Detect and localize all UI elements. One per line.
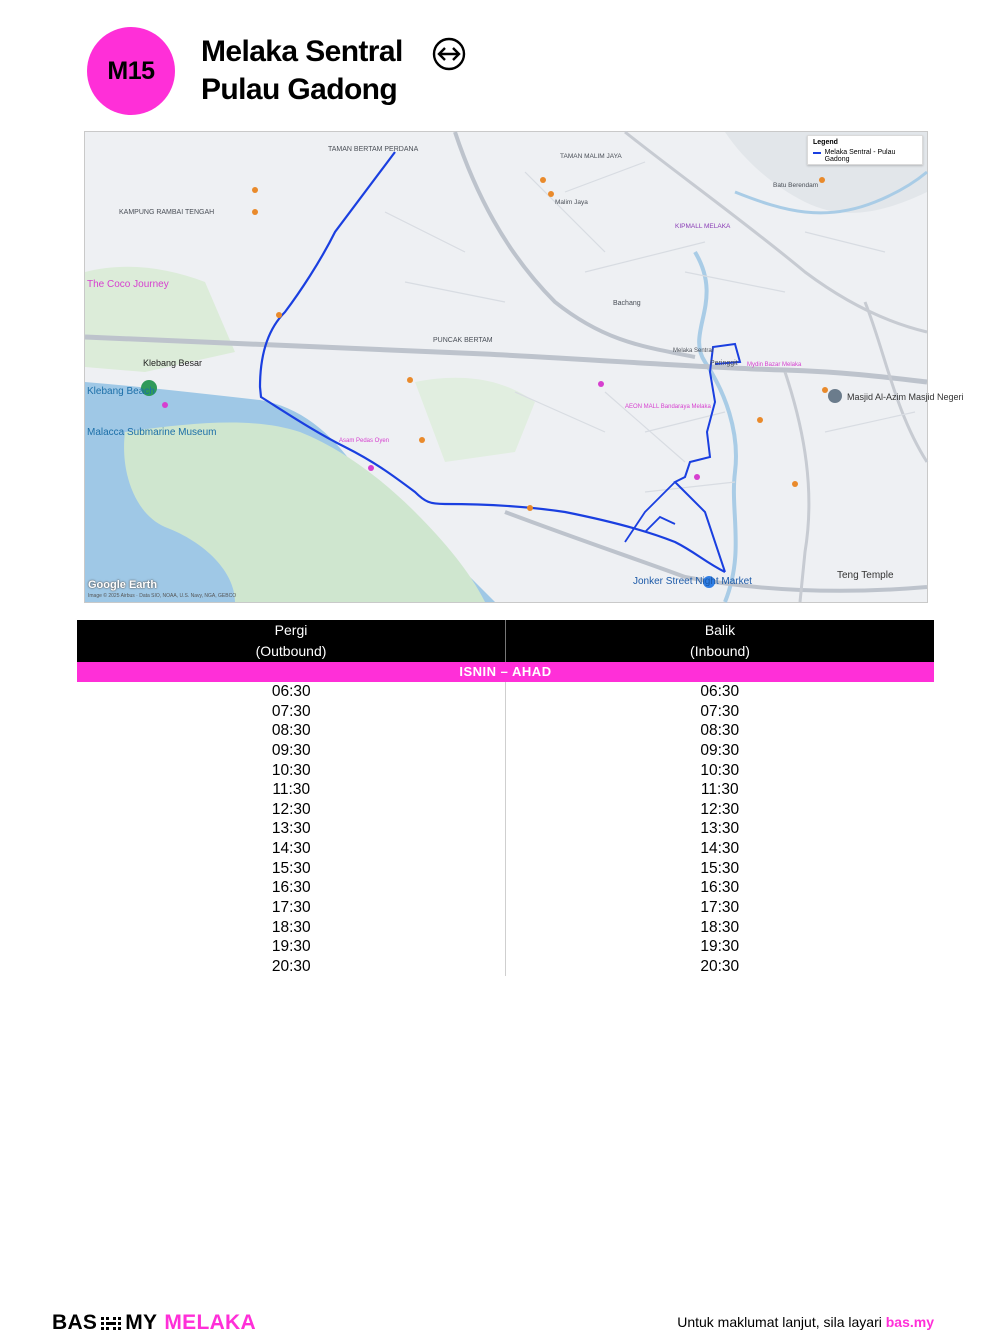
outbound-time: 11:30 <box>272 781 311 799</box>
map-label: Melaka Sentral <box>673 348 714 354</box>
outbound-time: 19:30 <box>271 938 311 956</box>
map-label: Malacca Submarine Museum <box>87 427 217 438</box>
route-map[interactable] <box>84 131 964 603</box>
inbound-time: 10:30 <box>700 761 740 779</box>
day-range-label: ISNIN – AHAD <box>77 662 934 682</box>
map-label: Batu Berendam <box>773 182 819 189</box>
map-label: Peringgit <box>710 360 738 367</box>
inbound-time: 12:30 <box>700 800 740 818</box>
footer-note-text: Untuk maklumat lanjut, sila layari <box>677 1314 882 1330</box>
map-label: PUNCAK BERTAM <box>433 337 493 344</box>
map-canvas <box>85 132 964 602</box>
outbound-header <box>77 620 505 662</box>
inbound-header <box>505 620 934 662</box>
map-legend <box>807 135 923 165</box>
inbound-time: 13:30 <box>700 820 740 838</box>
map-label: The Coco Journey <box>87 279 169 290</box>
brand-logo <box>52 1311 256 1335</box>
footer-note <box>677 1314 934 1330</box>
inbound-time: 07:30 <box>700 702 740 720</box>
website-link[interactable]: bas.my <box>885 1314 934 1330</box>
outbound-time: 17:30 <box>271 898 311 916</box>
map-label: Teng Temple <box>837 570 894 581</box>
column-divider <box>505 682 506 976</box>
outbound-time: 09:30 <box>271 741 311 759</box>
inbound-times <box>506 682 935 976</box>
legend-title: Legend <box>813 139 838 146</box>
outbound-time: 14:30 <box>271 840 311 857</box>
inbound-time: 06:30 <box>700 683 740 700</box>
map-label: Asam Pedas Oyen <box>339 438 390 444</box>
inbound-time: 18:30 <box>700 918 740 936</box>
outbound-time: 16:30 <box>271 879 311 897</box>
map-label: Jonker Street Night Market <box>633 576 752 587</box>
brand-dots-icon <box>100 1315 122 1331</box>
legend-item-label: Melaka Sentral - Pulau Gadong <box>824 149 896 163</box>
outbound-time: 07:30 <box>271 702 311 720</box>
outbound-time: 06:30 <box>271 683 311 700</box>
map-label: KIPMALL MELAKA <box>675 223 731 230</box>
brand-my: MY <box>125 1311 158 1334</box>
timetable-body <box>77 682 934 976</box>
map-label: KAMPUNG RAMBAI TENGAH <box>119 209 215 216</box>
inbound-time: 19:30 <box>700 938 740 956</box>
inbound-time: 17:30 <box>700 898 740 916</box>
map-label: AEON MALL Bandaraya Melaka <box>625 404 711 410</box>
inbound-time: 09:30 <box>700 741 740 759</box>
inbound-time: 16:30 <box>700 879 740 897</box>
timetable <box>77 620 934 976</box>
route-badge <box>87 27 175 115</box>
inbound-time: 20:30 <box>700 957 740 975</box>
inbound-time: 15:30 <box>700 859 740 877</box>
bidirectional-arrow-icon <box>432 37 466 71</box>
map-label: Masjid Al-Azim Masjid Negeri <box>847 392 964 402</box>
inbound-time: 08:30 <box>700 722 740 740</box>
outbound-time: 08:30 <box>271 722 311 740</box>
outbound-time: 20:30 <box>271 957 311 975</box>
outbound-time: 15:30 <box>271 859 311 877</box>
map-label: TAMAN BERTAM PERDANA <box>328 146 419 153</box>
inbound-time: 11:30 <box>700 781 739 799</box>
inbound-time: 14:30 <box>700 840 740 857</box>
map-label: Klebang Beach <box>87 386 155 397</box>
route-swatch-icon <box>813 152 821 160</box>
outbound-sublabel: (Outbound) <box>255 643 327 659</box>
map-logo: Google Earth <box>88 579 158 591</box>
map-label: Bachang <box>613 300 641 307</box>
route-code: M15 <box>107 56 155 85</box>
outbound-time: 18:30 <box>271 918 311 936</box>
brand-city: MELAKA <box>164 1311 256 1334</box>
outbound-times <box>77 682 506 976</box>
map-label: TAMAN MALIM JAYA <box>560 153 622 160</box>
brand-bas: BAS <box>52 1311 98 1334</box>
map-label: Klebang Besar <box>143 358 203 368</box>
timetable-header <box>77 620 934 662</box>
legend-item <box>813 149 917 163</box>
outbound-time: 10:30 <box>271 761 311 779</box>
inbound-sublabel: (Inbound) <box>690 643 750 659</box>
map-attribution: Image © 2025 Airbus · Data SIO, NOAA, U.S. Navy, NGA, GEBCO <box>88 593 237 599</box>
route-destination: Pulau Gadong <box>201 73 398 106</box>
inbound-label: Balik <box>704 622 736 638</box>
outbound-label: Pergi <box>274 622 308 638</box>
outbound-time: 12:30 <box>271 800 311 818</box>
outbound-time: 13:30 <box>271 820 311 838</box>
map-label: Mydin Bazar Melaka <box>747 362 802 368</box>
map-label: Malim Jaya <box>555 199 588 206</box>
route-origin: Melaka Sentral <box>201 35 403 68</box>
